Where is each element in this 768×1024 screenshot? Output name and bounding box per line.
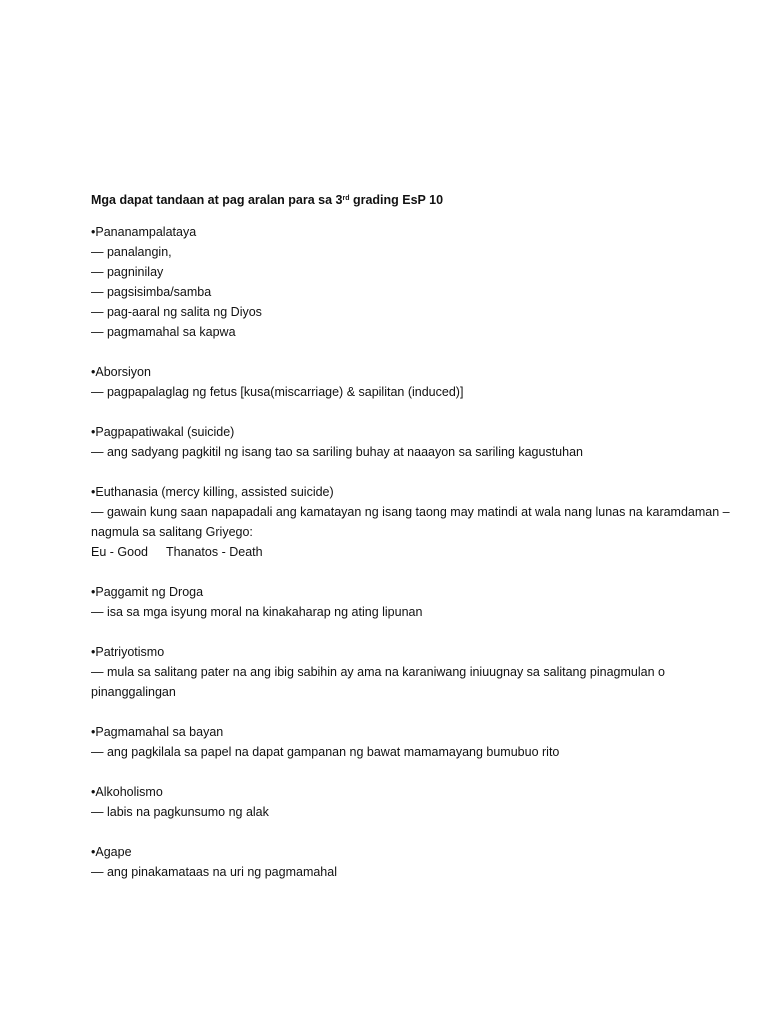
section-heading: •Pagmamahal sa bayan: [91, 725, 224, 739]
section-patriyotismo: [91, 642, 731, 702]
title-superscript: rd: [342, 195, 350, 202]
section-heading: •Patriyotismo: [91, 645, 165, 659]
title-text: Mga dapat tandaan at pag aralan para sa 3: [91, 193, 343, 207]
definition-line: — labis na pagkunsumo ng alak: [91, 805, 269, 819]
section-heading: •Agape: [91, 845, 132, 859]
definition-line: — ang pagkilala sa papel na dapat gampanan ng bawat mamamayang bumubuo rito: [91, 745, 560, 759]
definition-line: — ang sadyang pagkitil ng isang tao sa sariling buhay at naaayon sa sariling kagustuhan: [91, 445, 583, 459]
title-text-end: grading EsP 10: [349, 193, 444, 207]
definition-line: — gawain kung saan napapadali ang kamatayan ng isang taong may matindi at wala nang lunas na karamdaman – nagmula sa salitang Griyego:: [91, 505, 730, 539]
definition-line: — isa sa mga isyung moral na kinakaharap ng ating lipunan: [91, 605, 423, 619]
etymology-row: [91, 542, 731, 562]
section-aborsiyon: [91, 362, 731, 402]
section-heading: •Euthanasia (mercy killing, assisted suicide): [91, 485, 334, 499]
document-title: [91, 190, 731, 210]
definition-line: — mula sa salitang pater na ang ibig sabihin ay ama na karaniwang iniuugnay sa salitang pinagmulan o pinanggalingan: [91, 665, 665, 699]
definition-line: — ang pinakamataas na uri ng pagmamahal: [91, 865, 337, 879]
etymology-thanatos: Thanatos - Death: [165, 545, 263, 559]
definition-line: — pag-aaral ng salita ng Diyos: [91, 305, 262, 319]
definition-line: — pagninilay: [91, 265, 164, 279]
section-heading: •Alkoholismo: [91, 785, 163, 799]
etymology-eu: Eu - Good: [91, 545, 148, 559]
definition-line: — pagsisimba/samba: [91, 285, 212, 299]
definition-line: — panalangin,: [91, 245, 172, 259]
section-heading: •Aborsiyon: [91, 365, 151, 379]
section-pananampalataya: [91, 222, 731, 342]
section-pagmamahal-sa-bayan: [91, 722, 731, 762]
section-euthanasia: [91, 482, 731, 562]
section-alkoholismo: [91, 782, 731, 822]
section-heading: •Paggamit ng Droga: [91, 585, 204, 599]
definition-line: — pagmamahal sa kapwa: [91, 325, 236, 339]
section-heading: •Pagpapatiwakal (suicide): [91, 425, 235, 439]
section-droga: [91, 582, 731, 622]
definition-line: — pagpapalaglag ng fetus [kusa(miscarriage) & sapilitan (induced)]: [91, 385, 464, 399]
section-heading: •Pananampalataya: [91, 225, 197, 239]
section-pagpapatiwakal: [91, 422, 731, 462]
section-agape: [91, 842, 731, 882]
document-page: [91, 190, 731, 902]
